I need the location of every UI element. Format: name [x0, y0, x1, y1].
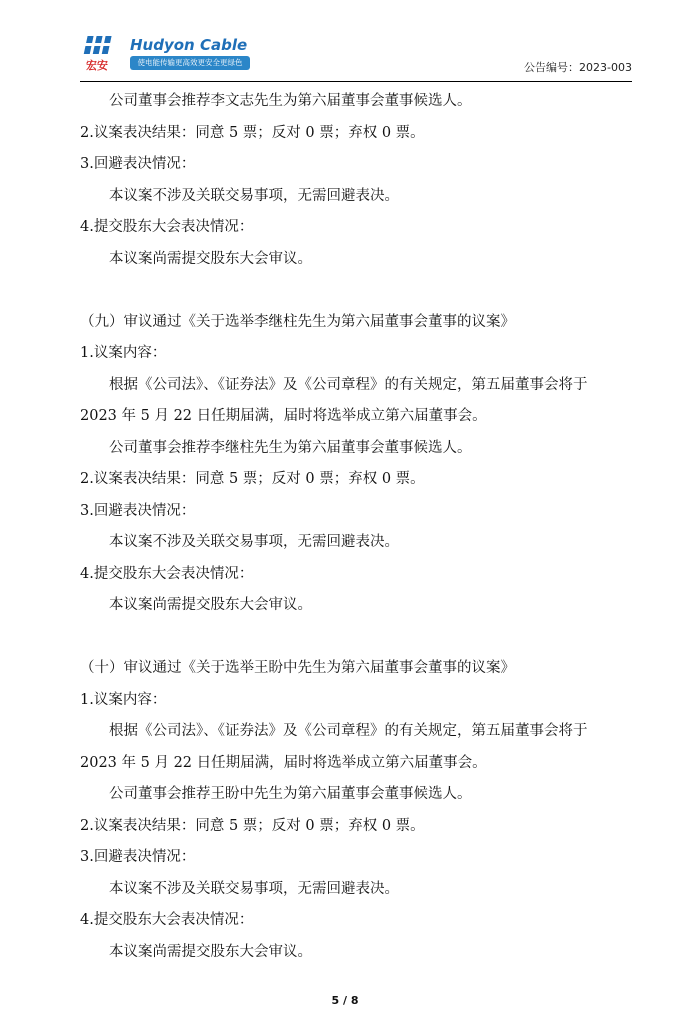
body-line: （十）审议通过《关于选举王盼中先生为第六届董事会董事的议案》 [80, 660, 515, 676]
body-line: 2.议案表决结果：同意 5 票；反对 0 票；弃权 0 票。 [80, 124, 425, 141]
body-line: 4.提交股东大会表决情况： [80, 219, 254, 235]
body-line: 公司董事会推荐李文志先生为第六届董事会董事候选人。 [109, 93, 472, 109]
body-line: 公司董事会推荐王盼中先生为第六届董事会董事候选人。 [109, 786, 472, 802]
body-line: 3.回避表决情况： [80, 849, 196, 865]
body-line: 根据《公司法》、《证券法》及《公司章程》的有关规定，第五届董事会将于 [109, 376, 588, 393]
body-line: 根据《公司法》、《证券法》及《公司章程》的有关规定，第五届董事会将于 [109, 723, 588, 739]
body-line: 2.议案表决结果：同意 5 票；反对 0 票；弃权 0 票。 [80, 471, 425, 487]
page-number: 5 / 8 [331, 994, 359, 1007]
body-line: 公司董事会推荐李继柱先生为第六届董事会董事候选人。 [109, 439, 472, 456]
body-line: 3.回避表决情况： [80, 156, 196, 172]
body-line: 本议案不涉及关联交易事项，无需回避表决。 [109, 534, 399, 550]
body-line: 1.议案内容： [80, 691, 167, 708]
body-line: 2023 年 5 月 22 日任期届满，届时将选举成立第六届董事会。 [80, 754, 487, 771]
brand-english-name: Hudyon Cable [130, 36, 248, 54]
body-line: 4.提交股东大会表决情况： [80, 912, 254, 928]
body-line: 2023 年 5 月 22 日任期届满，届时将选举成立第六届董事会。 [80, 408, 487, 424]
body-line: 1.议案内容： [80, 345, 167, 361]
body-line: 4.提交股东大会表决情况： [80, 565, 254, 582]
paragraph-gap [80, 622, 632, 654]
paragraph-gap [80, 275, 632, 307]
body-line: 本议案尚需提交股东大会审议。 [109, 597, 312, 613]
logo-mark-icon [82, 34, 128, 60]
announcement-number: 公告编号：2023-003 [524, 61, 632, 74]
brand-slogan: 使电能传输更高效更安全更绿色 [130, 56, 250, 70]
brand-chinese-name: 宏安 [86, 59, 108, 72]
page-header [80, 30, 632, 82]
header-divider [80, 81, 632, 82]
body-line: 本议案不涉及关联交易事项，无需回避表决。 [109, 187, 399, 204]
body-line: 本议案尚需提交股东大会审议。 [109, 250, 312, 267]
body-line: 2.议案表决结果：同意 5 票；反对 0 票；弃权 0 票。 [80, 817, 425, 834]
body-line: （九）审议通过《关于选举李继柱先生为第六届董事会董事的议案》 [80, 313, 515, 330]
body-line: 3.回避表决情况： [80, 502, 196, 519]
body-line: 本议案尚需提交股东大会审议。 [109, 943, 312, 960]
document-body [80, 86, 632, 968]
company-logo [82, 34, 252, 76]
body-line: 本议案不涉及关联交易事项，无需回避表决。 [109, 880, 399, 897]
